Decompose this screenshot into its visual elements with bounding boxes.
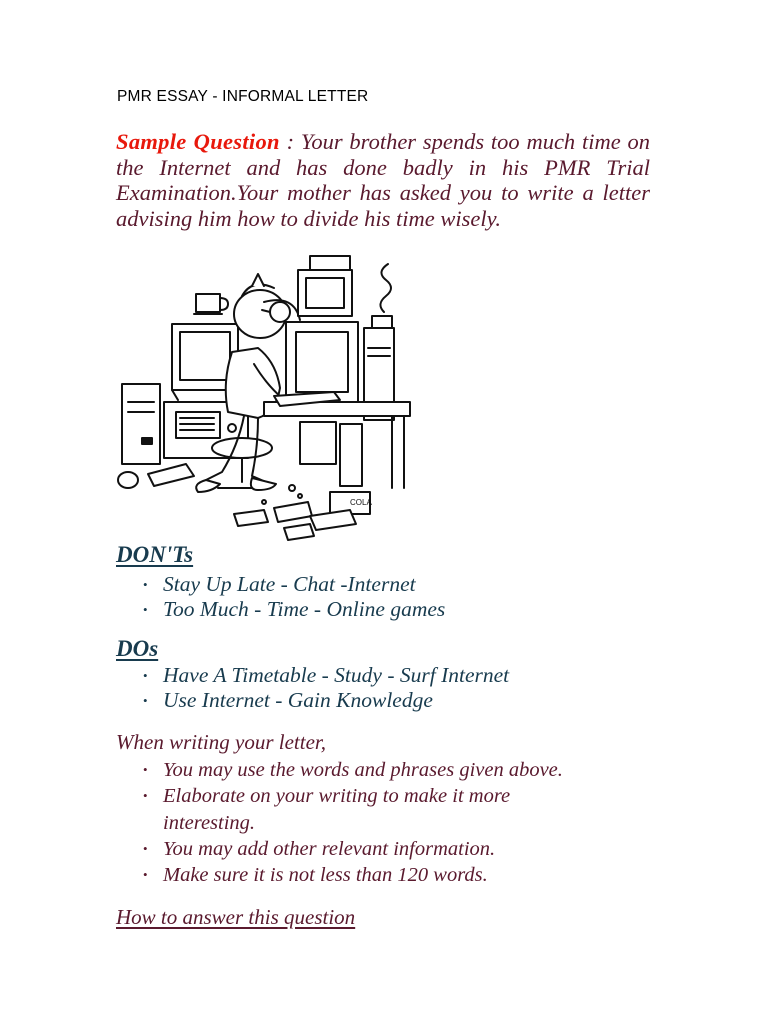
list-item: • Elaborate on your writing to make it more	[143, 785, 511, 808]
list-item-continuation	[116, 810, 563, 836]
sample-question-paragraph	[116, 129, 650, 231]
list-item: • Too Much - Time - Online games	[143, 597, 446, 621]
how-to-answer-link[interactable]: How to answer this question	[116, 905, 356, 929]
sample-question-label: Sample Question	[116, 129, 280, 154]
list-item: • Use Internet - Gain Knowledge	[143, 688, 433, 712]
list-item: • You may use the words and phrases given above.	[143, 759, 563, 781]
instruction-text: You may use the words and phrases given above.	[163, 759, 563, 781]
dos-title: DOs	[116, 636, 159, 661]
dos-item-text: Use Internet - Gain Knowledge	[163, 688, 433, 712]
donts-item-text: Stay Up Late - Chat -Internet	[163, 572, 416, 596]
instructions-list	[116, 757, 563, 888]
instructions-intro: When writing your letter,	[116, 730, 326, 754]
donts-item-text: Too Much - Time - Online games	[163, 597, 446, 621]
list-item: • Make sure it is not less than 120 words.	[143, 864, 488, 887]
instruction-text: Elaborate on your writing to make it more	[163, 785, 511, 808]
list-item: • Stay Up Late - Chat -Internet	[143, 572, 416, 596]
dos-item-text: Have A Timetable - Study - Surf Internet	[163, 663, 510, 687]
instruction-text: Make sure it is not less than 120 words.	[163, 864, 488, 887]
document-heading: PMR ESSAY - INFORMAL LETTER	[117, 88, 369, 105]
instruction-text: interesting.	[163, 811, 256, 834]
cola-can-label: COLA	[350, 498, 372, 507]
question-separator: :	[279, 129, 301, 154]
donts-list	[116, 572, 445, 622]
list-item: • You may add other relevant information.	[143, 837, 496, 860]
donts-title: DON'Ts	[116, 542, 194, 567]
dos-list	[116, 663, 509, 713]
question-text: Your brother spends too much time on the Internet and has done badly in his PMR Trial Examination.Your mother has asked you to write a letter advising him how to divide his time wisely.	[116, 129, 650, 231]
cartoon-person-at-computers-illustration	[114, 252, 414, 548]
list-item: • Have A Timetable - Study - Surf Internet	[143, 663, 510, 687]
instruction-text: You may add other relevant information.	[163, 837, 496, 860]
